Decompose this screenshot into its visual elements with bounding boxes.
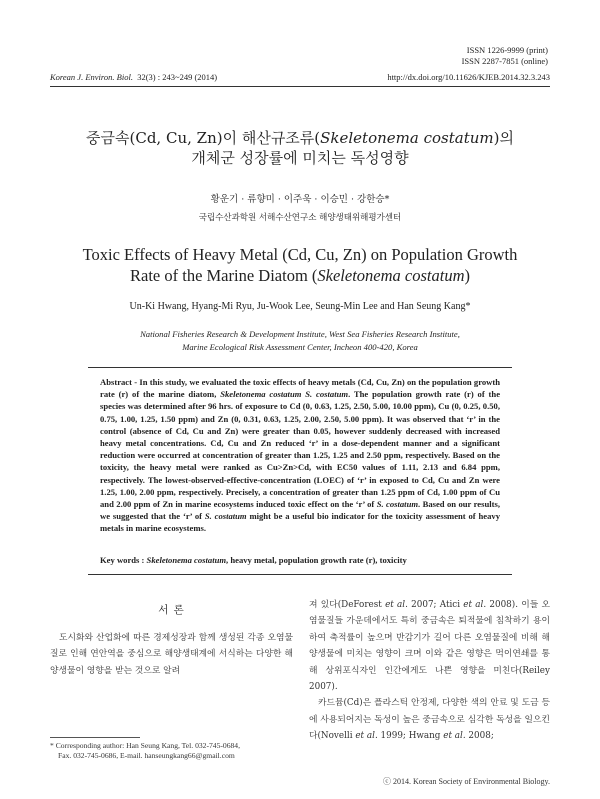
intro-right-column: 져 있다(DeForest et al. 2007; Atici et al. 2008). 이들 오염물질들 가운데에서도 특히 중금속은 퇴적물에 침착하기 용이하여 축적률이 높으며 반감기가 길어 다른 오염물질에 비해 해양생물에 미치는 영향이 크며 이와 같은 영향은 먹이연쇄를 통해 상위포식자인 인간에게도 나쁜 영향을 미친다(Reiley 2007). 카드뮴(Cd)은 플라스틱 안정제, 다양한 색의 안료 및 도금 등에 사용되어지는 독성이 높은 중금속으로 심각한 독성을 일으킨다(Novelli et al. 1999; Hwang et al. 2008; — [309, 600, 550, 742]
issn-print: ISSN 1226-9999 (print) — [466, 45, 548, 55]
issn-online: ISSN 2287-7851 (online) — [461, 56, 548, 66]
intro-left-column: 도시화와 산업화에 따른 경제성장과 함께 생성된 각종 오염물질로 인해 연안역을 중심으로 해양생태계에 서식하는 다양한 해양생물이 영향을 받는 것으로 알려 — [50, 633, 293, 676]
english-authors: Un-Ki Hwang, Hyang-Mi Ryu, Ju-Wook Lee, Seung-Min Lee and Han Seung Kang* — [129, 301, 471, 312]
korean-affiliation: 국립수산과학원 서해수산연구소 해양생태위해평가센터 — [198, 213, 402, 223]
journal-name: Korean J. Environ. Biol. — [50, 72, 133, 82]
abstract-bottom-rule — [88, 574, 512, 575]
keywords: Key words : Skeletonema costatum, heavy metal, population growth rate (r), toxicity — [100, 555, 407, 565]
abstract-top-rule — [88, 367, 512, 368]
korean-authors: 황운기 · 류향미 · 이주욱 · 이승민 · 강한승* — [210, 194, 390, 205]
journal-citation — [50, 72, 217, 82]
corresponding-author-footnote: * Corresponding author: Han Seung Kang, Tel. 032-745-0684, Fax. 032-745-0686, E-mail. hanseungkang66@gmail.com — [50, 741, 240, 760]
english-title: Toxic Effects of Heavy Metal (Cd, Cu, Zn) on Population Growth Rate of the Marine Diatom (Skeletonema costatum) — [82, 245, 518, 285]
korean-title: 중금속(Cd, Cu, Zn)이 해산규조류(Skeletonema costatum)의 개체군 성장률에 미치는 독성영향 — [86, 129, 514, 167]
volume-pages: 32(3) : 243~249 (2014) — [137, 72, 218, 82]
copyright: ⓒ 2014. Korean Society of Environmental Biology. — [382, 777, 550, 786]
abstract: Abstract - In this study, we evaluated the toxic effects of heavy metals (Cd, Cu, Zn) on the population growth rate (r) of the marine diatom, Skeletonema costatum S. costatum. The population growth rate (r) of the species was determined after 96 hrs. of exposure to Cd (0, 0.63, 1.25, 2.50, 5.00, 10.00 ppm), Cu (0, 0.25, 0.50, 0.75, 1.00, 1.25, 1.50 ppm) and Zn (0, 0.31, 0.63, 1.25, 2.00, 2.50, 5.00 ppm). It was observed that ‘r’ in the control (absence of Cd, Cu and Zn) were greater than 0.05, however suddenly decreased with increased heavy metal concentrations. Cd, Cu and Zn reduced ‘r’ in a dose-dependent manner and a significant reduction were occurred at concentration of greater than 1.25, 1.25 and 2.50 ppm, respectively. Based on the toxicity, the heavy metal were ranked as Cu>Zn>Cd, with EC50 values of 1.11, 2.13 and 6.84 ppm, respectively. The lowest-observed-effective-concentration (LOEC) of ‘r’ in exposed to Cd, Cu and Zn were 1.25, 1.00, 2.00 ppm, respectively. Precisely, a concentration of greater than 1.25 ppm of Cd, 1.00 ppm of Cu and 2.00 ppm of Zn in marine ecosystems induced toxic effect on the ‘r’ of S. costatum. Based on our results, we suggested that the ‘r’ of S. costatum might be a useful bio indicator for the toxicity assessment of heavy metals in marine ecosystems. — [100, 377, 501, 534]
doi-link[interactable]: http://dx.doi.org/10.11626/KJEB.2014.32.3.243 — [387, 72, 550, 82]
english-affiliation: National Fisheries Research & Development Institute, West Sea Fisheries Research Institute, Marine Ecological Risk Assessment Center, Incheon 400-420, Korea — [140, 329, 460, 352]
footnote-rule — [50, 737, 140, 738]
issn-block — [462, 45, 548, 67]
section-heading-introduction: 서 론 — [158, 604, 185, 616]
header-rule — [50, 86, 550, 87]
